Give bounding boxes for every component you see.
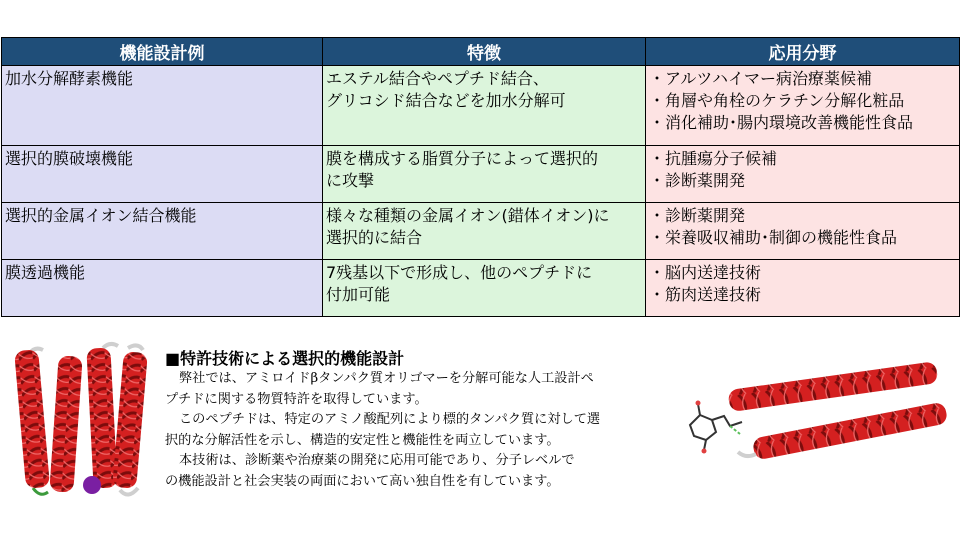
cell-feature: 様々な種類の金属イオン(錯体イオン)に 選択的に結合 <box>323 203 646 260</box>
paragraph: 弊社では、アミロイドβタンパク質オリゴマーを分解可能な人工設計ペ プチドに関する物質特許を取得しています。 <box>165 371 594 407</box>
cell-example: 加水分解酵素機能 <box>2 66 323 146</box>
cell-feature: エステル結合やペプチド結合、 グリコシド結合などを加水分解可 <box>323 66 646 146</box>
cell-application: ・脳内送達技術 ・筋肉送達技術 <box>646 260 960 317</box>
header-application: 応用分野 <box>646 38 960 66</box>
table-row <box>2 66 960 146</box>
cell-application: ・抗腫瘍分子候補 ・診断薬開発 <box>646 146 960 203</box>
cell-application: ・アルツハイマー病治療薬候補 ・角層や角栓のケラチン分解化粧品 ・消化補助･腸内環境改善機能性食品 <box>646 66 960 146</box>
table-header-row <box>2 38 960 66</box>
metal-ion-icon <box>83 476 101 494</box>
helix-bundle-figure <box>10 338 160 506</box>
function-design-table <box>1 37 960 317</box>
section-title: ■特許技術による選択的機能設計 <box>165 349 405 368</box>
cell-example: 膜透過機能 <box>2 260 323 317</box>
paragraph: このペプチドは、特定のアミノ酸配列により標的タンパク質に対して選 択的な分解活性を示し、構造的安定性と機能性を両立しています。 <box>165 412 601 448</box>
table-row <box>2 146 960 203</box>
header-feature: 特徴 <box>323 38 646 66</box>
cell-example: 選択的金属イオン結合機能 <box>2 203 323 260</box>
cell-feature: 膜を構成する脂質分子によって選択的 に攻撃 <box>323 146 646 203</box>
table-row <box>2 203 960 260</box>
patent-section <box>165 349 685 492</box>
helix-pair-figure <box>680 360 960 470</box>
header-function-example: 機能設計例 <box>2 38 323 66</box>
cell-example: 選択的膜破壊機能 <box>2 146 323 203</box>
cell-feature: 7残基以下で形成し、他のペプチドに 付加可能 <box>323 260 646 317</box>
paragraph: 本技術は、診断薬や治療薬の開発に応用可能であり、分子レベルで の機能設計と社会実装の両面において高い独自性を有しています。 <box>165 453 575 489</box>
table-row <box>2 260 960 317</box>
cell-application: ・診断薬開発 ・栄養吸収補助･制御の機能性食品 <box>646 203 960 260</box>
